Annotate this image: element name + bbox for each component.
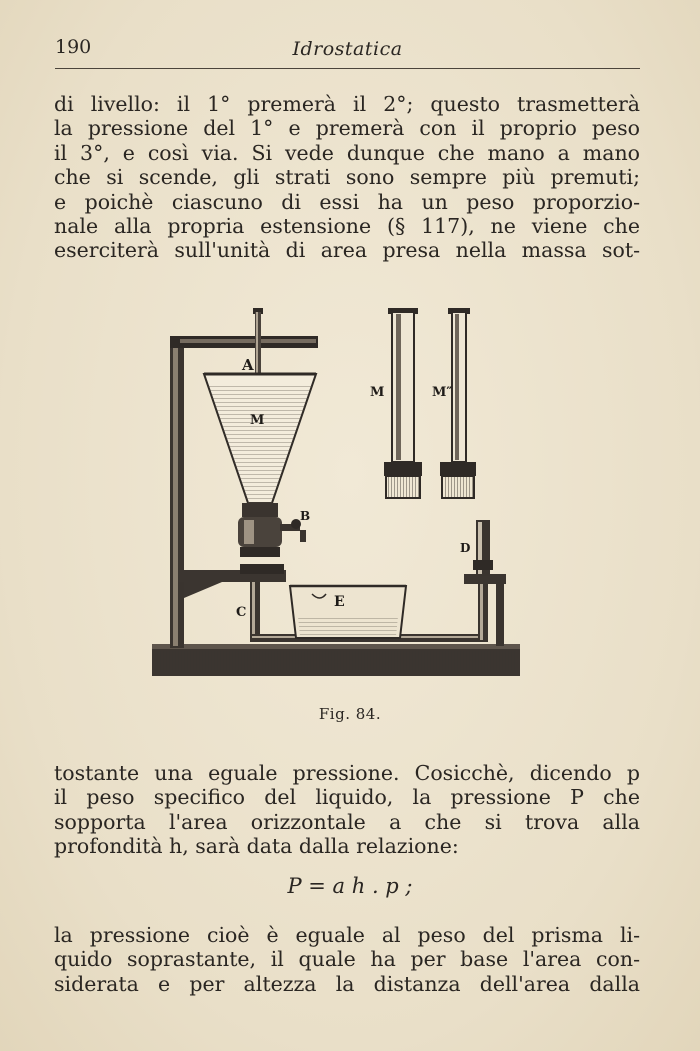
text-line: e poichè ciascuno di essi ha un peso proporzio- — [54, 189, 640, 214]
label-c: C — [236, 605, 247, 620]
label-e: E — [334, 594, 345, 610]
figure-apparatus — [130, 298, 550, 688]
funnel-vessel — [204, 374, 316, 557]
text-line: profondità h, sarà data dalla relazione: — [54, 834, 459, 859]
text-line: tostante una eguale pressione. Cosicchè, dicendo p — [54, 761, 640, 785]
label-m: M — [250, 413, 265, 428]
text-line: che si scende, gli strati sono sempre più premuti; — [54, 165, 640, 190]
apparatus-base — [152, 644, 520, 676]
label-m-double-prime: M″ — [432, 385, 453, 400]
header-rule — [55, 68, 640, 69]
tube-m-double-prime — [440, 308, 476, 498]
apparatus-illustration — [130, 298, 550, 688]
paragraph-bottom — [54, 923, 640, 996]
text-line: siderata e per altezza la distanza dell'area dalla — [54, 971, 640, 996]
apparatus-post — [170, 338, 184, 648]
text-line: nale alla propria estensione (§ 117), ne viene che — [54, 213, 640, 238]
text-line: sopporta l'area orizzontale a che si trova alla — [54, 809, 640, 834]
label-a: A — [242, 356, 254, 374]
running-title: Idrostatica — [292, 38, 403, 60]
text-line: il peso specifico del liquido, la pressione P che — [54, 785, 640, 810]
formula: P = a h . p ; — [287, 874, 413, 898]
text-line: eserciterà sull'unità di area presa nella massa sot- — [54, 238, 640, 263]
label-b: B — [300, 509, 311, 523]
apparatus-top-arm — [170, 336, 318, 348]
figure-caption: Fig. 84. — [318, 705, 382, 723]
support-bracket — [178, 564, 286, 598]
page-header — [55, 36, 640, 66]
dish-vessel — [290, 586, 406, 638]
text-line: la pressione cioè è eguale al peso del prisma li- — [54, 923, 640, 947]
paragraph-middle — [54, 761, 640, 859]
paragraph-top — [54, 92, 640, 263]
text-line: la pressione del 1° e premerà con il proprio peso — [54, 116, 640, 141]
page-number: 190 — [55, 36, 92, 58]
text-line: quido soprastante, il quale ha per base l'area con- — [54, 947, 640, 972]
tube-m-prime — [384, 308, 422, 498]
label-d: D — [460, 541, 471, 555]
text-line: il 3°, e così via. Si vede dunque che mano a mano — [54, 140, 640, 165]
label-m-prime: M — [370, 385, 385, 400]
text-line: di livello: il 1° premerà il 2°; questo trasmetterà — [54, 92, 640, 116]
